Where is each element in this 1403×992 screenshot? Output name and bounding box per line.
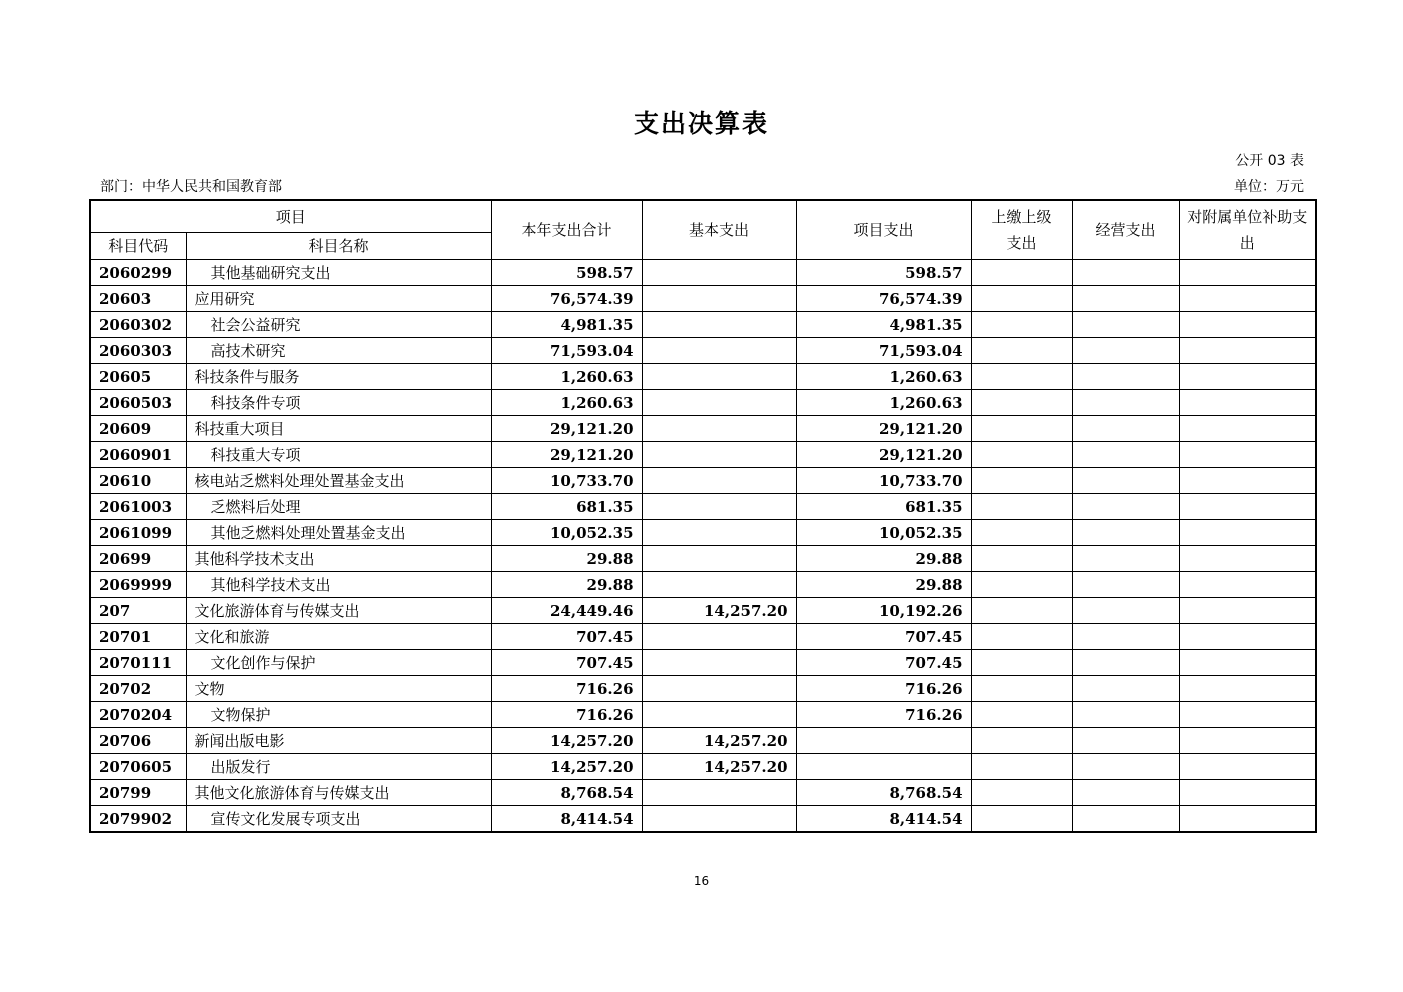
cell-code: 2060503 [90, 390, 186, 416]
cell-code: 2070204 [90, 702, 186, 728]
cell-basic [642, 338, 796, 364]
cell-upper [971, 494, 1072, 520]
cell-upper [971, 728, 1072, 754]
cell-business [1072, 728, 1179, 754]
cell-name: 社会公益研究 [186, 312, 491, 338]
cell-business [1072, 364, 1179, 390]
cell-total: 707.45 [491, 624, 642, 650]
cell-code: 2070605 [90, 754, 186, 780]
cell-total: 29.88 [491, 572, 642, 598]
cell-upper [971, 598, 1072, 624]
table-row [90, 416, 1316, 442]
cell-total: 14,257.20 [491, 754, 642, 780]
cell-project: 10,192.26 [796, 598, 971, 624]
cell-name: 出版发行 [186, 754, 491, 780]
table-row [90, 780, 1316, 806]
cell-business [1072, 286, 1179, 312]
cell-code: 20706 [90, 728, 186, 754]
cell-project: 10,733.70 [796, 468, 971, 494]
header-upper: 上缴上级支出 [971, 200, 1072, 260]
cell-project: 716.26 [796, 676, 971, 702]
cell-business [1072, 806, 1179, 833]
table-row [90, 728, 1316, 754]
cell-total: 1,260.63 [491, 390, 642, 416]
cell-total: 10,733.70 [491, 468, 642, 494]
cell-business [1072, 546, 1179, 572]
cell-name: 文物保护 [186, 702, 491, 728]
cell-project: 76,574.39 [796, 286, 971, 312]
cell-basic [642, 286, 796, 312]
cell-subsidy [1179, 338, 1316, 364]
cell-total: 598.57 [491, 260, 642, 286]
table-row [90, 754, 1316, 780]
cell-subsidy [1179, 494, 1316, 520]
cell-total: 716.26 [491, 676, 642, 702]
cell-business [1072, 754, 1179, 780]
cell-total: 4,981.35 [491, 312, 642, 338]
cell-basic [642, 364, 796, 390]
cell-subsidy [1179, 598, 1316, 624]
cell-business [1072, 624, 1179, 650]
cell-code: 20610 [90, 468, 186, 494]
cell-business [1072, 650, 1179, 676]
cell-basic: 14,257.20 [642, 598, 796, 624]
table-row [90, 286, 1316, 312]
cell-subsidy [1179, 702, 1316, 728]
cell-subsidy [1179, 364, 1316, 390]
cell-total: 29,121.20 [491, 442, 642, 468]
cell-total: 29.88 [491, 546, 642, 572]
cell-name: 文化和旅游 [186, 624, 491, 650]
cell-upper [971, 390, 1072, 416]
cell-project: 4,981.35 [796, 312, 971, 338]
table-row [90, 494, 1316, 520]
table-row [90, 364, 1316, 390]
cell-total: 29,121.20 [491, 416, 642, 442]
cell-basic [642, 442, 796, 468]
unit-label: 单位：万元 [1234, 179, 1304, 195]
cell-basic [642, 572, 796, 598]
cell-business [1072, 390, 1179, 416]
cell-name: 新闻出版电影 [186, 728, 491, 754]
cell-business [1072, 676, 1179, 702]
table-row [90, 520, 1316, 546]
cell-subsidy [1179, 442, 1316, 468]
header-subsidy: 对附属单位补助支出 [1179, 200, 1316, 260]
cell-name: 其他科学技术支出 [186, 546, 491, 572]
cell-business [1072, 780, 1179, 806]
cell-total: 14,257.20 [491, 728, 642, 754]
cell-upper [971, 260, 1072, 286]
table-row [90, 390, 1316, 416]
cell-business [1072, 598, 1179, 624]
cell-basic [642, 702, 796, 728]
cell-project: 707.45 [796, 650, 971, 676]
cell-project: 29.88 [796, 546, 971, 572]
cell-total: 76,574.39 [491, 286, 642, 312]
cell-basic [642, 650, 796, 676]
table-row [90, 468, 1316, 494]
header-total: 本年支出合计 [491, 200, 642, 260]
cell-code: 2060302 [90, 312, 186, 338]
cell-project: 598.57 [796, 260, 971, 286]
cell-total: 681.35 [491, 494, 642, 520]
cell-business [1072, 442, 1179, 468]
header-code: 科目代码 [90, 233, 186, 260]
table-row [90, 806, 1316, 833]
table-row [90, 650, 1316, 676]
cell-business [1072, 416, 1179, 442]
cell-code: 2061099 [90, 520, 186, 546]
cell-subsidy [1179, 806, 1316, 833]
cell-project: 1,260.63 [796, 364, 971, 390]
cell-code: 20799 [90, 780, 186, 806]
page-number: 16 [693, 874, 710, 888]
table-row [90, 338, 1316, 364]
cell-business [1072, 572, 1179, 598]
cell-code: 2060299 [90, 260, 186, 286]
table-row [90, 312, 1316, 338]
cell-subsidy [1179, 572, 1316, 598]
cell-business [1072, 468, 1179, 494]
table-row [90, 572, 1316, 598]
table-row [90, 546, 1316, 572]
cell-name: 宣传文化发展专项支出 [186, 806, 491, 833]
header-row [90, 200, 1316, 233]
cell-code: 20699 [90, 546, 186, 572]
cell-basic [642, 468, 796, 494]
cell-upper [971, 676, 1072, 702]
cell-subsidy [1179, 260, 1316, 286]
cell-basic [642, 494, 796, 520]
cell-code: 20702 [90, 676, 186, 702]
cell-code: 2060901 [90, 442, 186, 468]
cell-subsidy [1179, 390, 1316, 416]
cell-basic [642, 806, 796, 833]
cell-basic [642, 260, 796, 286]
header-name: 科目名称 [186, 233, 491, 260]
cell-upper [971, 286, 1072, 312]
cell-basic [642, 416, 796, 442]
cell-project [796, 754, 971, 780]
cell-upper [971, 650, 1072, 676]
cell-basic [642, 624, 796, 650]
cell-code: 2070111 [90, 650, 186, 676]
cell-project: 29,121.20 [796, 442, 971, 468]
header-basic: 基本支出 [642, 200, 796, 260]
page-title: 支出决算表 [633, 109, 769, 138]
cell-project [796, 728, 971, 754]
cell-project: 8,414.54 [796, 806, 971, 833]
cell-subsidy [1179, 754, 1316, 780]
cell-subsidy [1179, 624, 1316, 650]
cell-project: 29,121.20 [796, 416, 971, 442]
cell-code: 20609 [90, 416, 186, 442]
cell-name: 乏燃料后处理 [186, 494, 491, 520]
cell-upper [971, 572, 1072, 598]
cell-upper [971, 416, 1072, 442]
cell-total: 8,768.54 [491, 780, 642, 806]
cell-total: 707.45 [491, 650, 642, 676]
cell-upper [971, 468, 1072, 494]
cell-code: 2060303 [90, 338, 186, 364]
cell-basic [642, 520, 796, 546]
cell-name: 科技条件与服务 [186, 364, 491, 390]
cell-code: 2069999 [90, 572, 186, 598]
table-row [90, 442, 1316, 468]
cell-name: 科技重大专项 [186, 442, 491, 468]
cell-upper [971, 364, 1072, 390]
cell-project: 71,593.04 [796, 338, 971, 364]
cell-subsidy [1179, 312, 1316, 338]
cell-name: 文物 [186, 676, 491, 702]
cell-basic [642, 676, 796, 702]
cell-business [1072, 702, 1179, 728]
form-number: 公开 03 表 [1235, 153, 1304, 169]
table-row [90, 624, 1316, 650]
cell-project: 716.26 [796, 702, 971, 728]
cell-code: 20605 [90, 364, 186, 390]
department-label: 部门：中华人民共和国教育部 [100, 179, 282, 195]
cell-basic: 14,257.20 [642, 754, 796, 780]
cell-total: 10,052.35 [491, 520, 642, 546]
expenditure-table [89, 199, 1317, 833]
cell-upper [971, 442, 1072, 468]
cell-subsidy [1179, 520, 1316, 546]
cell-total: 716.26 [491, 702, 642, 728]
cell-name: 核电站乏燃料处理处置基金支出 [186, 468, 491, 494]
cell-basic [642, 780, 796, 806]
cell-subsidy [1179, 780, 1316, 806]
cell-upper [971, 806, 1072, 833]
cell-upper [971, 702, 1072, 728]
cell-basic [642, 546, 796, 572]
header-project: 项目支出 [796, 200, 971, 260]
cell-subsidy [1179, 416, 1316, 442]
cell-project: 8,768.54 [796, 780, 971, 806]
cell-subsidy [1179, 728, 1316, 754]
header-business: 经营支出 [1072, 200, 1179, 260]
cell-basic [642, 390, 796, 416]
table-row [90, 260, 1316, 286]
cell-business [1072, 494, 1179, 520]
cell-code: 20603 [90, 286, 186, 312]
cell-name: 科技条件专项 [186, 390, 491, 416]
cell-name: 其他文化旅游体育与传媒支出 [186, 780, 491, 806]
cell-upper [971, 624, 1072, 650]
table-row [90, 598, 1316, 624]
cell-subsidy [1179, 676, 1316, 702]
cell-project: 10,052.35 [796, 520, 971, 546]
cell-total: 24,449.46 [491, 598, 642, 624]
cell-business [1072, 312, 1179, 338]
cell-name: 其他基础研究支出 [186, 260, 491, 286]
cell-basic [642, 312, 796, 338]
cell-code: 2061003 [90, 494, 186, 520]
cell-project: 1,260.63 [796, 390, 971, 416]
cell-upper [971, 312, 1072, 338]
cell-code: 2079902 [90, 806, 186, 833]
cell-subsidy [1179, 546, 1316, 572]
header-item: 项目 [90, 200, 491, 233]
cell-project: 681.35 [796, 494, 971, 520]
cell-project: 29.88 [796, 572, 971, 598]
cell-name: 科技重大项目 [186, 416, 491, 442]
cell-name: 文化旅游体育与传媒支出 [186, 598, 491, 624]
table-row [90, 676, 1316, 702]
cell-name: 其他科学技术支出 [186, 572, 491, 598]
cell-business [1072, 520, 1179, 546]
cell-upper [971, 780, 1072, 806]
cell-name: 应用研究 [186, 286, 491, 312]
cell-name: 文化创作与保护 [186, 650, 491, 676]
cell-subsidy [1179, 650, 1316, 676]
cell-upper [971, 546, 1072, 572]
cell-business [1072, 260, 1179, 286]
table-row [90, 702, 1316, 728]
cell-upper [971, 520, 1072, 546]
cell-total: 1,260.63 [491, 364, 642, 390]
cell-total: 71,593.04 [491, 338, 642, 364]
cell-name: 其他乏燃料处理处置基金支出 [186, 520, 491, 546]
cell-code: 207 [90, 598, 186, 624]
cell-subsidy [1179, 468, 1316, 494]
cell-upper [971, 338, 1072, 364]
cell-project: 707.45 [796, 624, 971, 650]
cell-basic: 14,257.20 [642, 728, 796, 754]
cell-name: 高技术研究 [186, 338, 491, 364]
cell-business [1072, 338, 1179, 364]
cell-code: 20701 [90, 624, 186, 650]
cell-upper [971, 754, 1072, 780]
cell-subsidy [1179, 286, 1316, 312]
cell-total: 8,414.54 [491, 806, 642, 833]
